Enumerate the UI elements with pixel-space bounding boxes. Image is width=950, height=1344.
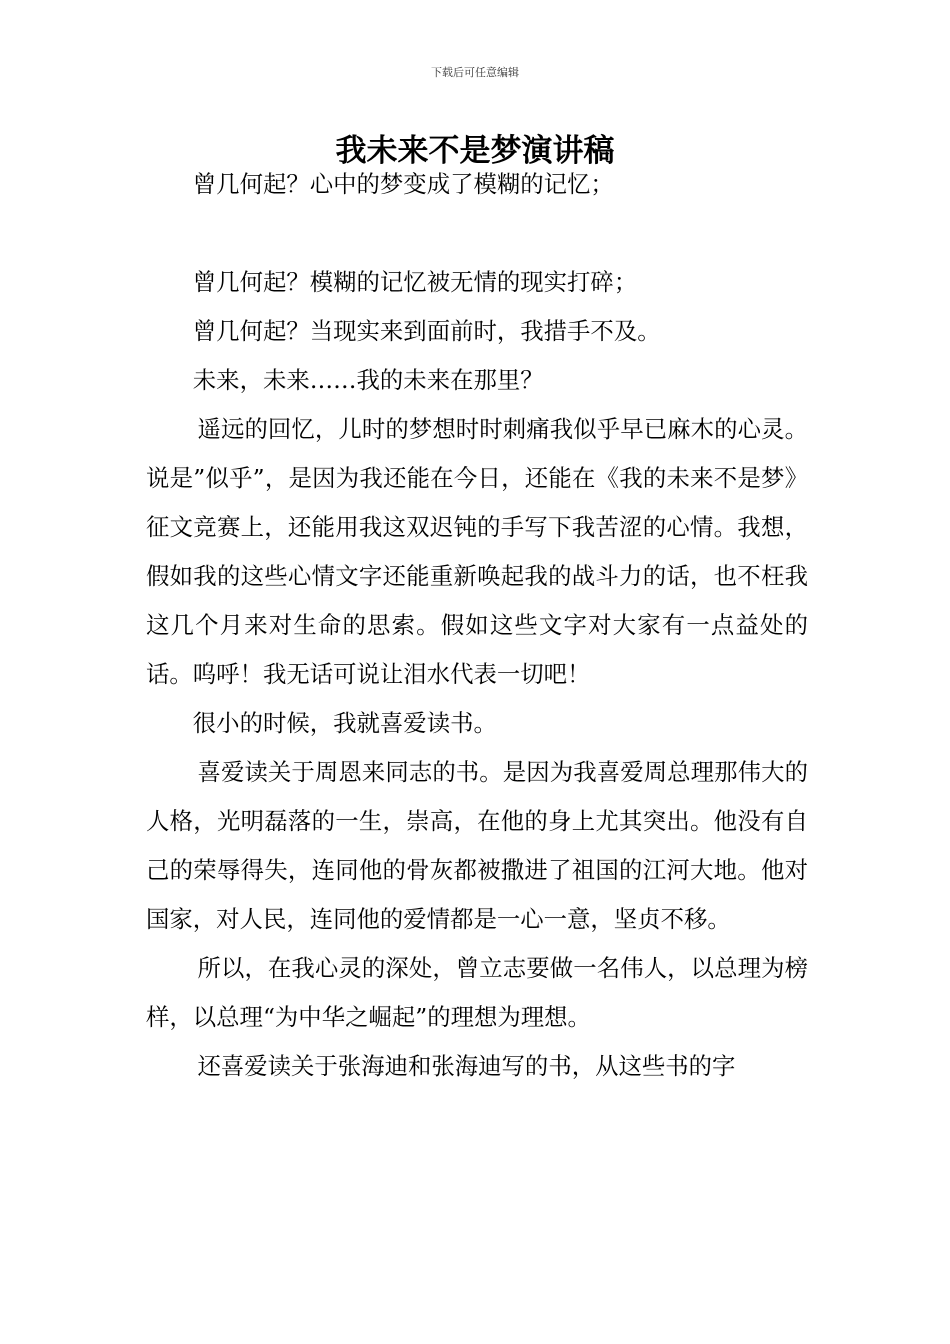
- page-header-note: 下载后可任意编辑: [431, 66, 519, 79]
- paragraph-8: 所以，在我心灵的深处，曾立志要做一名伟人，以总理为榜样，以总理“为中华之崛起”的理想为理想。: [146, 954, 808, 1031]
- paragraph-7: 喜爱读关于周恩来同志的书。是因为我喜爱周总理那伟大的人格，光明磊落的一生，崇高，在他的身上尤其突出。他没有自己的荣辱得失，连同他的骨灰都被撒进了祖国的江河大地。他对国家，对人民，连同他的爱情都是一心一意，坚贞不移。: [146, 758, 808, 933]
- paragraph-3: 曾几何起？当现实来到面前时，我措手不及。: [192, 317, 661, 345]
- paragraph-4: 未来，未来……我的未来在那里？: [192, 366, 544, 394]
- document-body: [146, 160, 808, 1091]
- page-title: 我未来不是梦演讲稿: [335, 133, 615, 169]
- paragraph-9: 还喜爱读关于张海迪和张海迪写的书，从这些书的字: [197, 1052, 736, 1080]
- paragraph-1: 曾几何起？心中的梦变成了模糊的记忆；: [192, 170, 614, 198]
- paragraph-2: 曾几何起？模糊的记忆被无情的现实打碎；: [192, 268, 638, 296]
- paragraph-6: 很小的时候，我就喜爱读书。: [192, 709, 497, 737]
- paragraph-gap: [146, 209, 808, 258]
- paragraph-5: 遥远的回忆，儿时的梦想时时刺痛我似乎早已麻木的心灵。说是”似乎”，是因为我还能在今日，还能在《我的未来不是梦》征文竞赛上，还能用我这双迟钝的手写下我苦涩的心情。我想，假如我的这些心情文字还能重新唤起我的战斗力的话，也不枉我这几个月来对生命的思索。假如这些文字对大家有一点益处的话。呜呼！我无话可说让泪水代表一切吧！: [146, 415, 808, 688]
